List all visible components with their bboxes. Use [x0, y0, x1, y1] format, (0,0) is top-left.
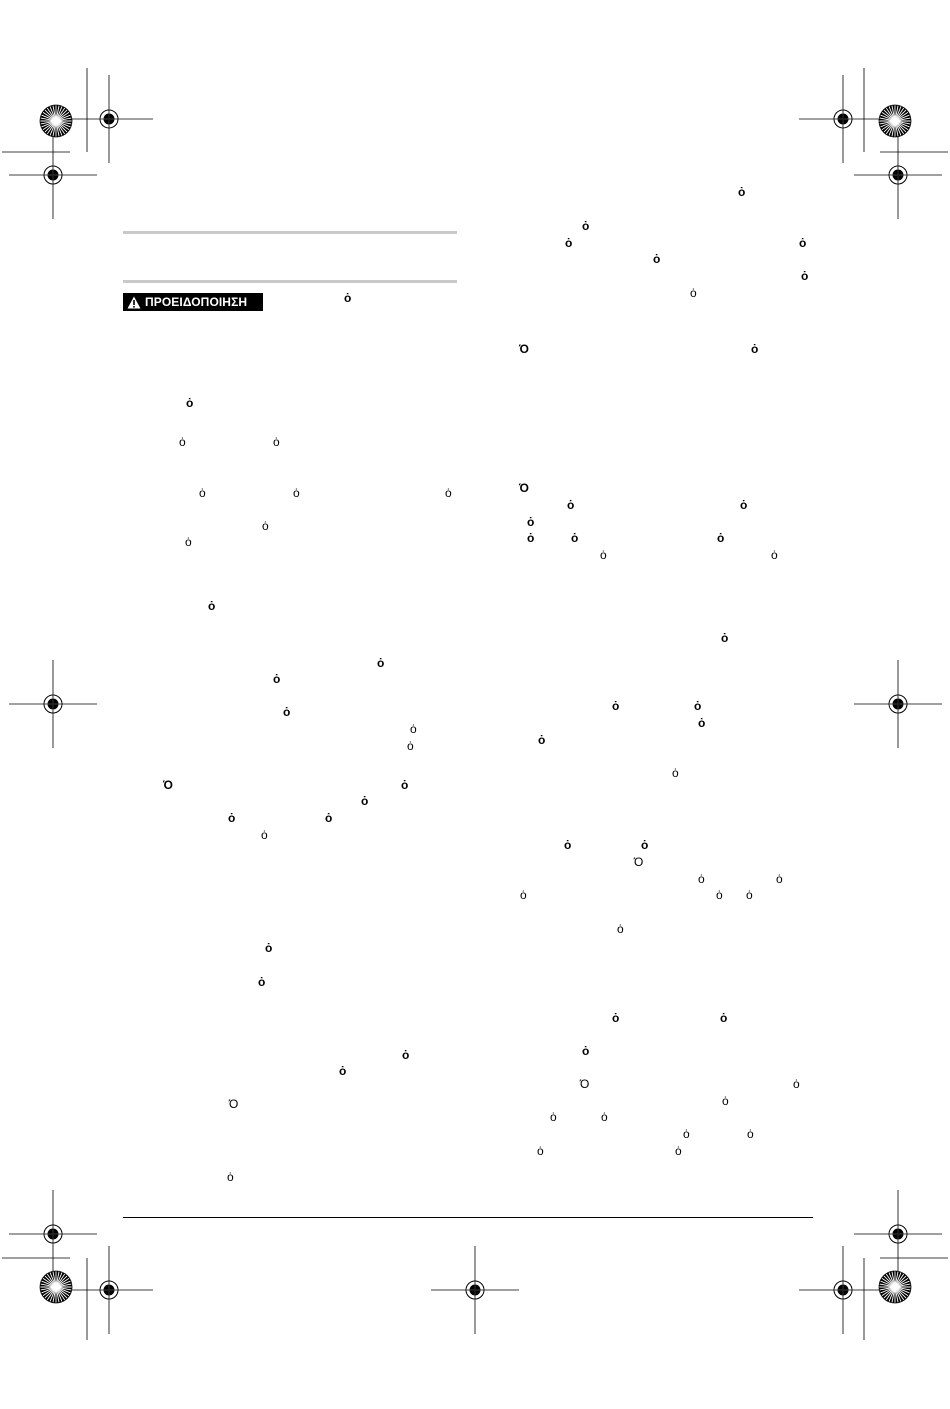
glyph: ȯ — [601, 1110, 608, 1124]
glyph: ȯ — [538, 733, 546, 747]
glyph: ȯ — [690, 286, 697, 300]
glyph: ȯ — [653, 252, 661, 266]
glyph: ȯ — [799, 236, 807, 250]
glyph: ȯ — [738, 185, 746, 199]
glyph: ȯ — [776, 872, 783, 886]
glyph: ȯ — [721, 631, 729, 645]
glyph: ȯ — [717, 531, 725, 545]
glyph: ȯ — [273, 672, 281, 686]
glyph: ȯ — [698, 716, 706, 730]
glyph: ȯ — [283, 705, 291, 719]
glyph: ȯ — [722, 1094, 729, 1108]
glyph: ȯ — [582, 219, 590, 233]
header-rule-top — [123, 231, 457, 234]
glyph: ȯ — [185, 535, 192, 549]
glyph: ȯ — [612, 1011, 620, 1025]
glyph: ȯ — [401, 778, 409, 792]
glyph: ȯ — [273, 435, 280, 449]
glyph: ȯ — [716, 888, 723, 902]
glyph: ȯ — [339, 1064, 347, 1078]
glyph: ȯ — [265, 941, 273, 955]
glyph: ȯ — [325, 811, 333, 825]
glyph: ȯ — [747, 1127, 754, 1141]
glyph: ȯ — [746, 888, 753, 902]
glyph: ȯ — [672, 766, 679, 780]
glyph: ȯ — [641, 838, 649, 852]
glyph: ȯ — [208, 599, 216, 613]
glyph: ȯ — [550, 1110, 557, 1124]
glyph: ȯ — [179, 435, 186, 449]
glyph: Ό — [163, 778, 173, 792]
glyph: ȯ — [527, 531, 535, 545]
glyph: Ό — [519, 481, 529, 495]
glyph: ȯ — [527, 515, 535, 529]
warning-badge — [123, 293, 263, 311]
glyph: ȯ — [600, 548, 607, 562]
glyph: ȯ — [698, 872, 705, 886]
glyph: ȯ — [683, 1127, 690, 1141]
glyph: ȯ — [227, 1170, 234, 1184]
glyph: ȯ — [565, 236, 573, 250]
glyph: ȯ — [445, 486, 452, 500]
glyph: ȯ — [344, 291, 352, 305]
glyph: Ό — [519, 342, 529, 356]
header-rule-bottom — [123, 280, 457, 283]
glyph: ȯ — [261, 828, 268, 842]
glyph: ȯ — [564, 838, 572, 852]
glyph: Ό — [580, 1077, 590, 1091]
glyph: ȯ — [199, 486, 206, 500]
glyph: ȯ — [612, 699, 620, 713]
glyph: ȯ — [410, 722, 417, 736]
glyph: ȯ — [537, 1144, 544, 1158]
glyph: ȯ — [228, 811, 236, 825]
glyph: ȯ — [407, 739, 414, 753]
glyph: Ό — [634, 855, 644, 869]
glyph: ȯ — [582, 1044, 590, 1058]
glyph: ȯ — [186, 396, 194, 410]
glyph: ȯ — [675, 1144, 682, 1158]
glyph: Ό — [229, 1097, 239, 1111]
glyph: ȯ — [258, 975, 266, 989]
glyph: ȯ — [520, 888, 527, 902]
glyph: ȯ — [617, 922, 624, 936]
glyph: ȯ — [567, 498, 575, 512]
warning-label: ΠΡΟΕΙΔΟΠΟΙΗΣΗ — [145, 295, 248, 309]
footer-rule — [123, 1217, 813, 1218]
glyph: ȯ — [751, 342, 759, 356]
glyph: ȯ — [262, 519, 269, 533]
glyph: ȯ — [720, 1011, 728, 1025]
glyph: ȯ — [293, 486, 300, 500]
warning-triangle-icon — [127, 296, 141, 309]
glyph: ȯ — [402, 1048, 410, 1062]
glyph: ȯ — [771, 548, 778, 562]
glyph: ȯ — [793, 1077, 800, 1091]
glyph: ȯ — [571, 531, 579, 545]
glyph: ȯ — [801, 269, 809, 283]
glyph: ȯ — [694, 699, 702, 713]
glyph: ȯ — [377, 656, 385, 670]
glyph: ȯ — [361, 794, 369, 808]
glyph: ȯ — [740, 498, 748, 512]
